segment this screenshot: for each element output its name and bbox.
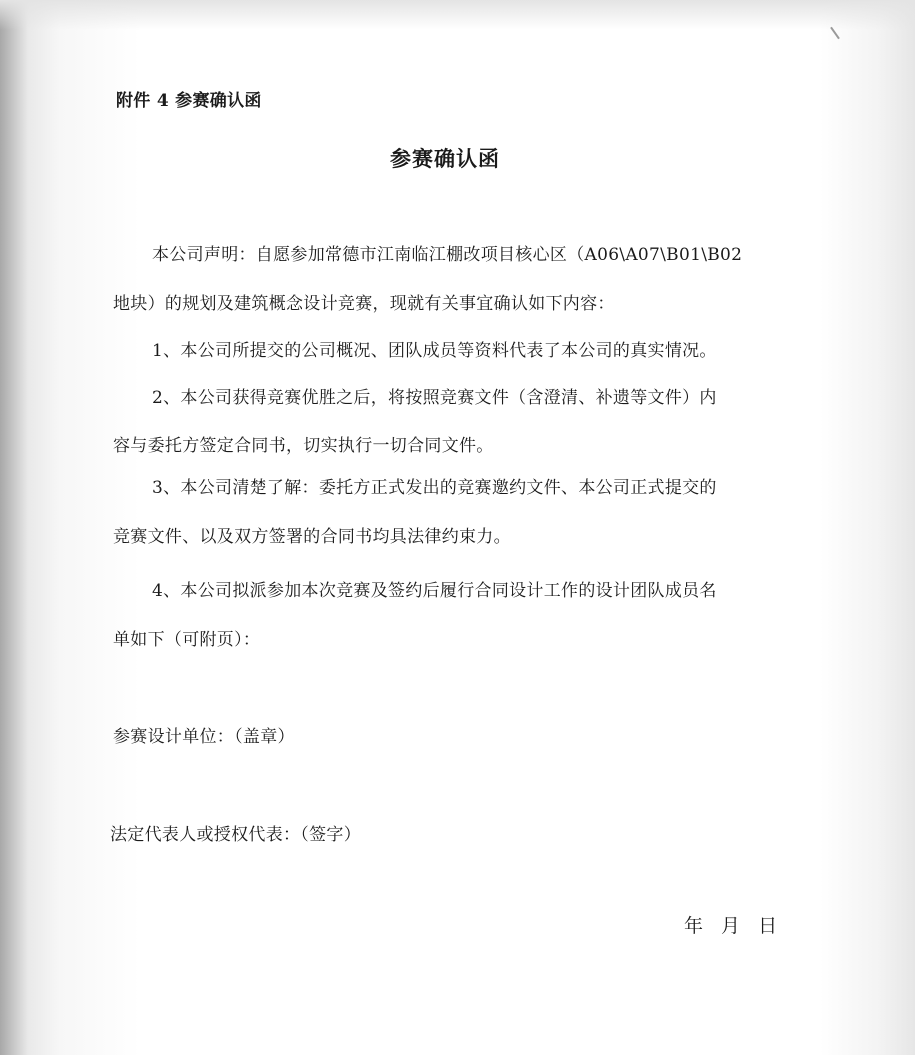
design-unit-seal-label: 参赛设计单位：（盖章） [113,727,295,747]
statement-line-1: 本公司声明：自愿参加常德市江南临江棚改项目核心区（A06\A07\B01\B02 [152,245,743,265]
representative-signature-label: 法定代表人或授权代表：（签字） [110,825,361,845]
document-title: 参赛确认函 [390,146,500,171]
item-3-line-1: 3、本公司清楚了解：委托方正式发出的竞赛邀约文件、本公司正式提交的 [152,478,717,498]
attachment-label: 附件 4 参赛确认函 [116,91,262,111]
item-2-line-2: 容与委托方签定合同书，切实执行一切合同文件。 [113,436,494,456]
statement-line-2: 地块）的规划及建筑概念设计竞赛，现就有关事宜确认如下内容： [113,294,615,314]
item-2-line-1: 2、本公司获得竞赛优胜之后，将按照竞赛文件（含澄清、补遗等文件）内 [152,388,717,408]
item-1: 1、本公司所提交的公司概况、团队成员等资料代表了本公司的真实情况。 [152,341,717,361]
item-3-line-2: 竞赛文件、以及双方签署的合同书均具法律约束力。 [113,527,511,547]
date-label: 年 月 日 [684,915,784,937]
page-mark [830,27,840,40]
item-4-line-1: 4、本公司拟派参加本次竞赛及签约后履行合同设计工作的设计团队成员名 [152,581,717,601]
item-4-line-2: 单如下（可附页）： [113,630,261,650]
